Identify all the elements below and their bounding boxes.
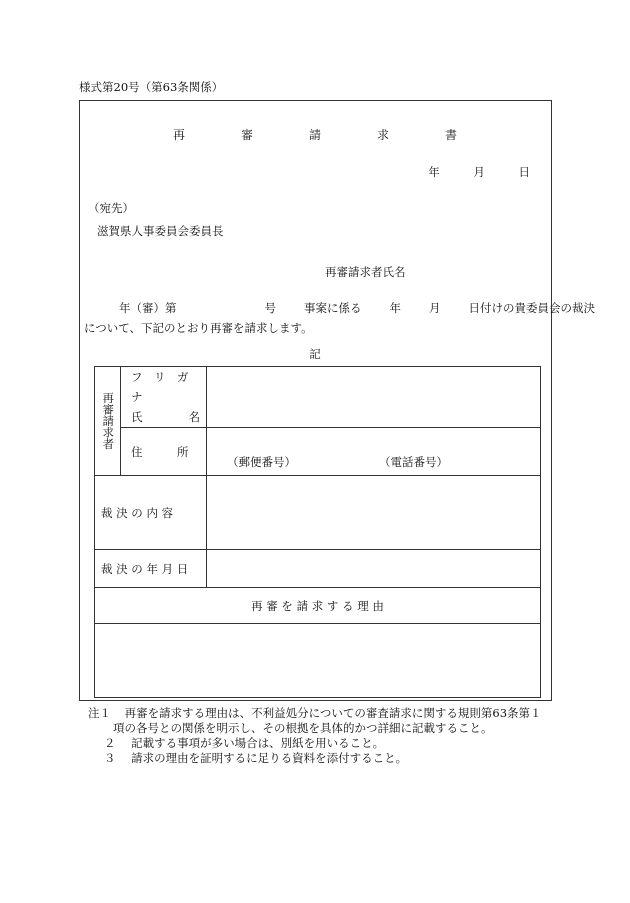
note-1-text: 再審を請求する理由は、不利益処分についての審査請求に関する規則第63条第１ xyxy=(124,706,542,720)
decision-content-field[interactable] xyxy=(207,476,541,550)
date-day: 日 xyxy=(518,165,530,179)
note-3 xyxy=(104,750,407,766)
ki-heading: 記 xyxy=(309,347,321,361)
body-decision-month: 月 xyxy=(429,301,441,315)
body-case-ref: 事案に係る xyxy=(304,301,362,315)
reason-label: 再 審 を 請 求 す る 理 由 xyxy=(251,598,384,613)
furigana-label: フ リ ガ ナ xyxy=(131,370,200,404)
detail-table xyxy=(94,366,541,698)
reason-field[interactable] xyxy=(95,624,541,698)
date-year: 年 xyxy=(428,165,440,179)
note-3-text: 請求の理由を証明するに足りる資料を添付すること。 xyxy=(131,751,408,765)
decision-date-field[interactable] xyxy=(207,550,541,588)
addressee-name: 滋賀県人事委員会委員長 xyxy=(97,224,224,238)
address-label: 住 所 xyxy=(131,444,189,459)
address-label-cell xyxy=(121,428,207,476)
note-1 xyxy=(88,705,542,721)
body-line-1 xyxy=(119,300,595,316)
note-2-text: 記載する事項が多い場合は、別紙を用いること。 xyxy=(131,736,385,750)
body-decision-year: 年 xyxy=(389,301,401,315)
decision-content-label-cell xyxy=(95,476,207,550)
applicant-group-label: 再審請求者 xyxy=(101,392,116,450)
addressee-label: （宛先） xyxy=(88,201,134,215)
applicant-name-label: 再審請求者氏名 xyxy=(325,265,406,279)
applicant-group-label-cell xyxy=(95,367,121,476)
body-line-2: について、下記のとおり再審を請求します。 xyxy=(84,321,313,335)
decision-content-label: 裁 決 の 内 容 xyxy=(101,505,174,520)
name-field[interactable] xyxy=(207,367,541,428)
note-1-continuation: 項の各号との関係を明示し、その根拠を具体的かつ詳細に記載すること。 xyxy=(113,721,493,735)
decision-date-label-cell xyxy=(95,550,207,588)
form-number-label: 様式第20号（第63条関係） xyxy=(79,80,224,94)
note-2-num: ２ xyxy=(104,736,116,750)
note-2 xyxy=(104,735,384,751)
address-field[interactable] xyxy=(207,428,541,476)
body-decision-date: 日付けの貴委員会の裁決 xyxy=(468,301,595,315)
body-case-number: 号 xyxy=(264,301,276,315)
name-label: 氏 名 xyxy=(131,410,200,424)
decision-date-label: 裁 決 の 年 月 日 xyxy=(101,561,189,576)
date-month: 月 xyxy=(473,165,485,179)
note-3-num: ３ xyxy=(104,751,116,765)
body-case-year: 年（審）第 xyxy=(119,301,177,315)
document-title: 再 審 請 求 書 xyxy=(172,128,479,142)
postal-code-label: （郵便番号） xyxy=(227,455,296,469)
furigana-name-label-cell xyxy=(121,367,207,428)
reason-label-cell xyxy=(95,588,541,624)
phone-number-label: （電話番号） xyxy=(379,455,448,469)
date-line xyxy=(398,164,530,180)
note-1-num: 注１ xyxy=(88,706,111,720)
